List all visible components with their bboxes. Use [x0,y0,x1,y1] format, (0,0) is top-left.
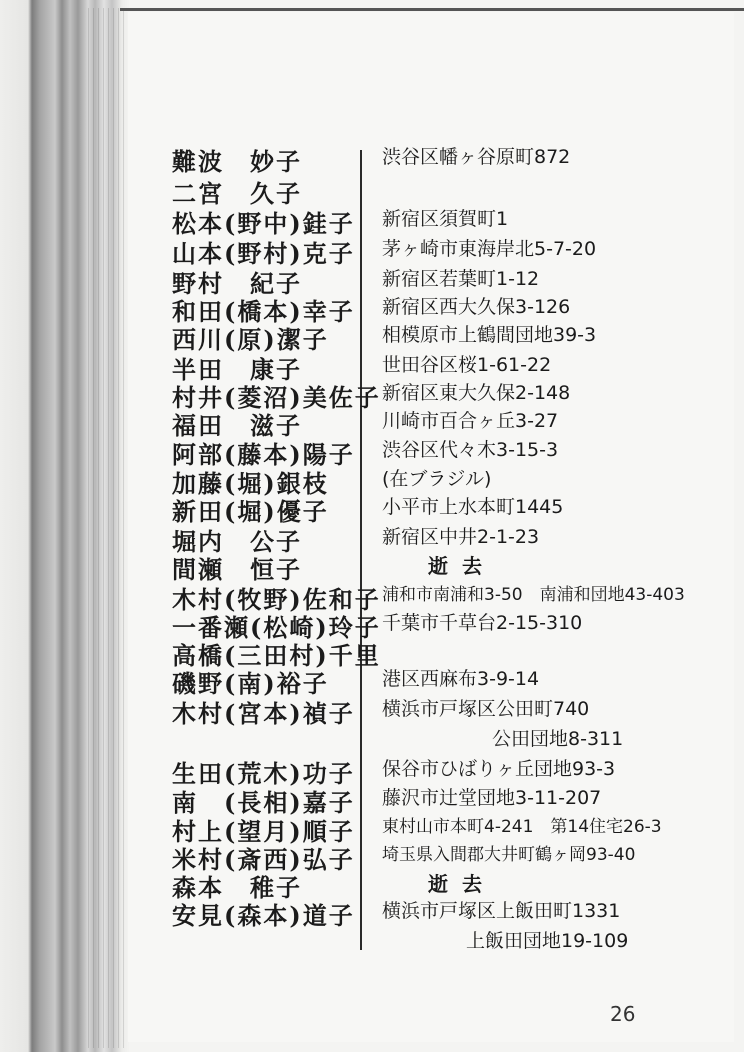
member-name: 木村(牧野)佐和子 [172,585,381,614]
member-name: 安見(森本)道子 [172,901,355,930]
member-address: 千葉市千草台2-15-310 [382,612,583,634]
member-name: 新田(堀)優子 [172,497,329,526]
member-name: 村上(望月)順子 [172,817,355,846]
member-address: 渋谷区代々木3-15-3 [382,439,559,461]
list-item [0,550,744,582]
member-address: 新宿区西大久保3-126 [382,296,571,318]
list-item [0,724,744,756]
member-address: 小平市上水本町1445 [382,496,564,518]
list-item [0,664,744,696]
member-name: 南 (長相)嘉子 [172,788,355,817]
member-address: 新宿区須賀町1 [382,208,509,230]
member-address: 横浜市戸塚区公田町740 [382,698,590,720]
member-address: 保谷市ひばりヶ丘団地93-3 [382,758,616,780]
member-name: 二宮 久子 [172,179,302,208]
list-item [0,320,744,352]
member-address: (在ブラジル) [382,468,492,490]
list-item [0,754,744,786]
member-address: 川崎市百合ヶ丘3-27 [382,410,559,432]
member-name: 和田(橋本)幸子 [172,297,355,326]
member-name: 野村 紀子 [172,269,302,298]
list-item [0,926,744,958]
list-item [0,142,744,174]
deceased-mark: 逝去 [428,872,496,896]
member-name: 加藤(堀)銀枝 [172,469,329,498]
list-item [0,783,744,815]
deceased-mark: 逝去 [428,554,496,578]
member-name: 生田(荒木)功子 [172,759,355,788]
member-address: 港区西麻布3-9-14 [382,668,540,690]
member-address: 浦和市南浦和3-50 南浦和団地43-403 [382,585,685,605]
top-rule [120,8,744,11]
member-address: 茅ヶ崎市東海岸北5-7-20 [382,238,597,260]
member-name: 堀内 公子 [172,527,302,556]
member-address: 藤沢市辻堂団地3-11-207 [382,787,602,809]
member-address-continued: 公田団地8-311 [492,728,624,750]
member-address: 相模原市上鶴間団地39-3 [382,324,597,346]
page-number: 26 [610,1002,636,1026]
list-item [0,435,744,467]
member-address: 世田谷区桜1-61-22 [382,354,552,376]
member-name: 半田 康子 [172,355,302,384]
list-item [0,694,744,726]
member-address: 横浜市戸塚区上飯田町1331 [382,900,621,922]
list-item [0,896,744,928]
member-address: 新宿区中井2-1-23 [382,526,540,548]
member-name: 木村(宮本)禎子 [172,699,355,728]
member-name: 阿部(藤本)陽子 [172,440,355,469]
list-item [0,406,744,438]
member-name: 村井(菱沼)美佐子 [172,383,381,412]
member-name: 高橋(三田村)千里 [172,641,381,670]
member-address: 東村山市本町4-241 第14住宅26-3 [382,817,662,837]
member-name: 一番瀬(松崎)玲子 [172,613,381,642]
member-name: 森本 稚子 [172,873,302,902]
member-name: 磯野(南)裕子 [172,669,329,698]
member-name: 西川(原)潔子 [172,325,329,354]
list-item [0,204,744,236]
member-address: 渋谷区幡ヶ谷原町872 [382,146,571,168]
member-name: 間瀬 恒子 [172,555,302,584]
member-address: 新宿区東大久保2-148 [382,382,571,404]
member-name: 松本(野中)銈子 [172,209,355,238]
list-item [0,234,744,266]
member-name: 難波 妙子 [172,147,302,176]
member-address-continued: 上飯田団地19-109 [466,930,629,952]
member-address: 埼玉県入間郡大井町鶴ヶ岡93-40 [382,845,636,865]
member-name: 山本(野村)克子 [172,239,355,268]
list-item [0,492,744,524]
member-name: 福田 滋子 [172,411,302,440]
member-name: 米村(斎西)弘子 [172,845,355,874]
member-address: 新宿区若葉町1-12 [382,268,540,290]
list-item [0,174,744,206]
